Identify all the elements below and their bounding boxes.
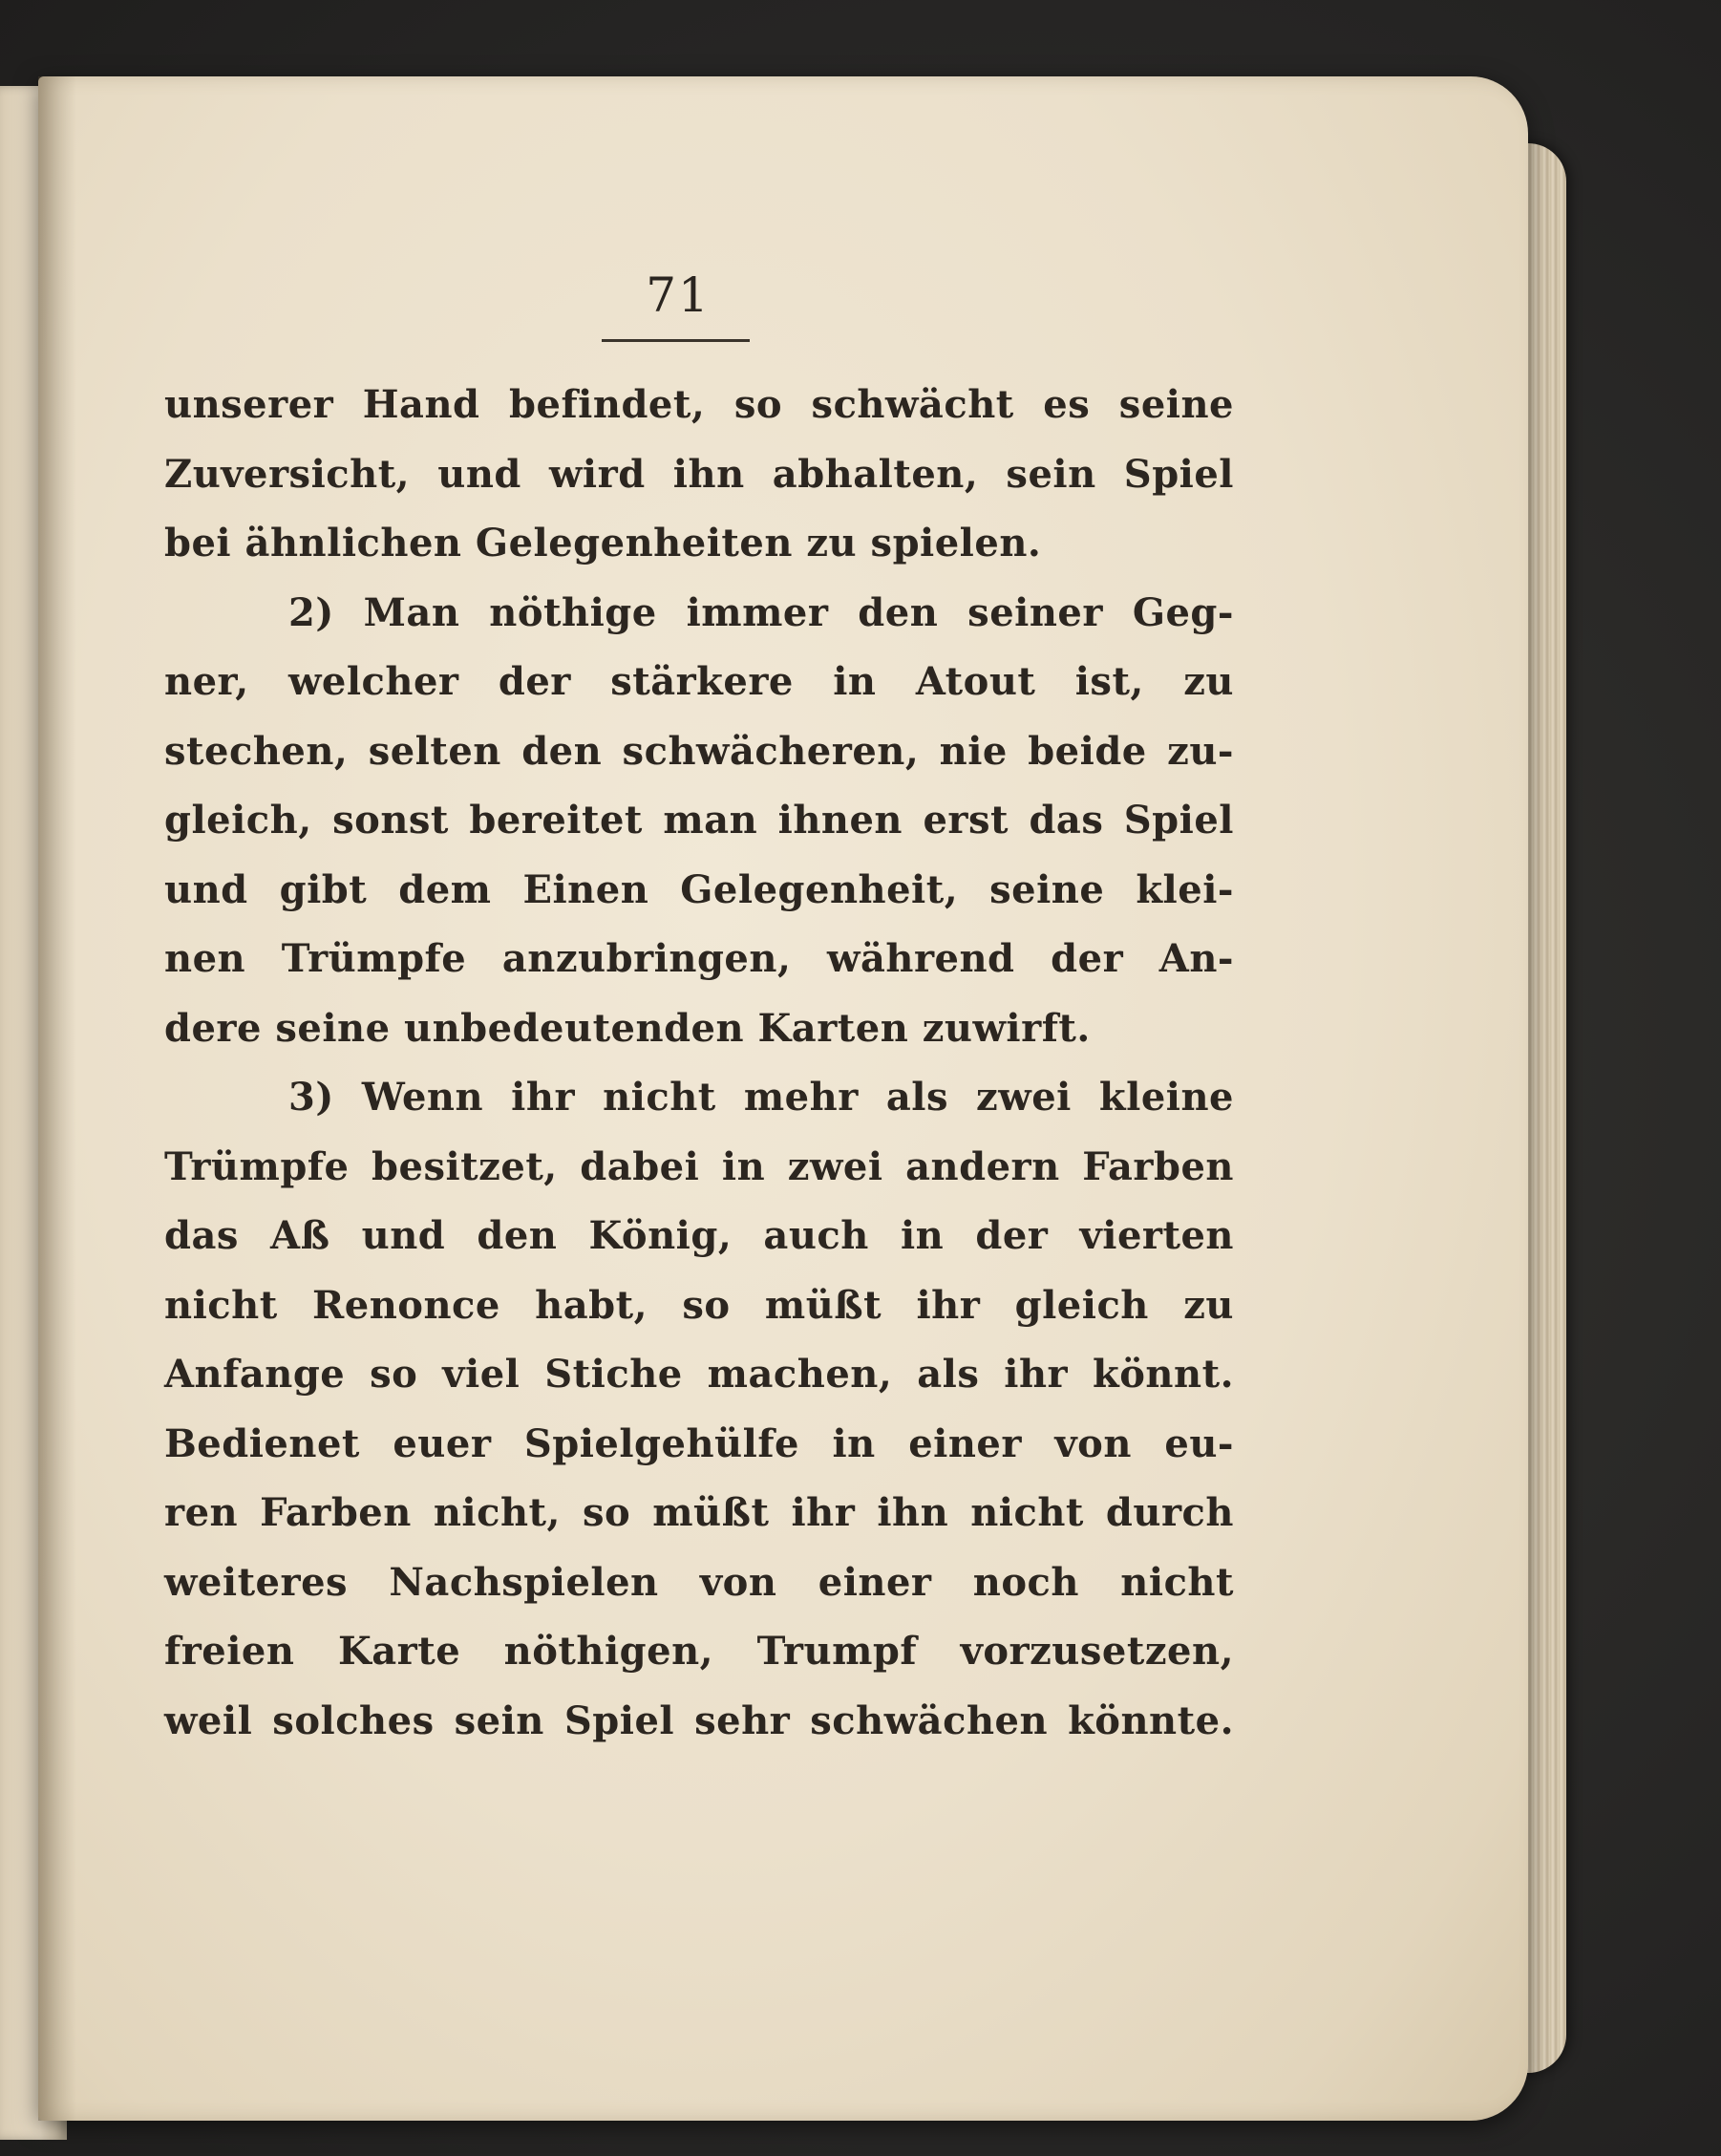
spine-shadow xyxy=(38,76,76,2121)
text-line: und gibt dem Einen Gelegenheit, seine klei- xyxy=(164,866,1234,912)
page-number: 71 xyxy=(646,267,711,323)
text-line: das Aß und den König, auch in der vierten xyxy=(164,1213,1234,1258)
text-line: dere seine unbedeutenden Karten zuwirft. xyxy=(164,1005,1091,1051)
text-line: 3) Wenn ihr nicht mehr als zwei kleine xyxy=(288,1075,1234,1120)
text-line: weil solches sein Spiel sehr schwächen könnte. xyxy=(164,1697,1234,1743)
text-line: Zuversicht, und wird ihn abhalten, sein Spiel xyxy=(164,451,1234,497)
text-line: nen Trümpfe anzubringen, während der An- xyxy=(164,936,1234,981)
page-number-rule xyxy=(602,339,750,342)
text-line: gleich, sonst bereitet man ihnen erst das Spiel xyxy=(164,798,1234,843)
text-line: ner, welcher der stärkere in Atout ist, zu xyxy=(164,659,1234,704)
text-line: bei ähnlichen Gelegenheiten zu spielen. xyxy=(164,521,1042,566)
text-line: nicht Renonce habt, so müßt ihr gleich zu xyxy=(164,1282,1234,1328)
text-line: weiteres Nachspielen von einer noch nicht xyxy=(164,1559,1234,1605)
text-line: ren Farben nicht, so müßt ihr ihn nicht durch xyxy=(164,1490,1234,1535)
body-text xyxy=(164,371,1234,1756)
text-line: Anfange so viel Stiche machen, als ihr könnt. xyxy=(164,1352,1234,1397)
text-line: 2) Man nöthige immer den seiner Geg- xyxy=(288,589,1234,635)
text-line: unserer Hand befindet, so schwächt es seine xyxy=(164,382,1234,427)
text-line: Bedienet euer Spielgehülfe in einer von eu- xyxy=(164,1420,1234,1466)
text-line: Trümpfe besitzet, dabei in zwei andern Farben xyxy=(164,1143,1234,1189)
text-line: stechen, selten den schwächeren, nie beide zu- xyxy=(164,728,1234,774)
text-line: freien Karte nöthigen, Trumpf vorzusetzen, xyxy=(164,1629,1234,1674)
